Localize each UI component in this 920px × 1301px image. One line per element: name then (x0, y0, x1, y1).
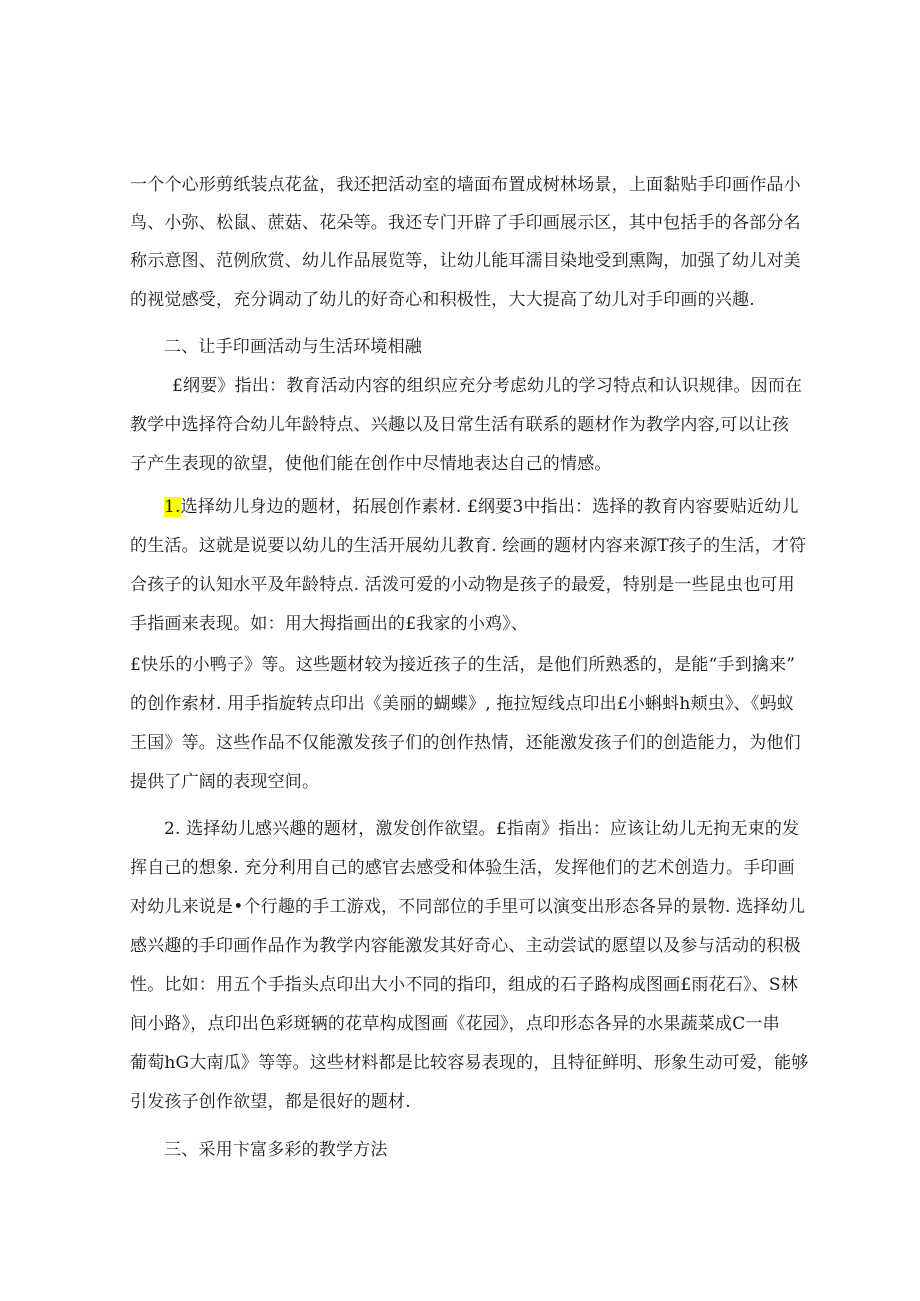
paragraph-line: 教学中选择符合幼儿年龄特点、兴趣以及日常生活有联系的题材作为教学内容,可以让孩 (130, 415, 790, 435)
paragraph-line: 引发孩子创作欲望，都是很好的题材. (130, 1092, 411, 1112)
paragraph-line: 的创作索材. 用手指旋转点印出《美丽的蝴蝶》, 拖拉短线点印出£小蝌蚪h颊虫》、《蚂蚁 (130, 694, 794, 714)
paragraph-line: £快乐的小鸭子》等。这些题材较为接近孩子的生活，是他们所熟悉的，是能“手到擒来” (130, 655, 796, 675)
paragraph-line: 提供了广阔的表现空间。 (130, 772, 320, 792)
paragraph-line: 称示意图、范例欣赏、幼儿作品展览等，让幼儿能耳濡目染地受到熏陶，加强了幼儿对美 (130, 251, 801, 271)
paragraph-line: 合孩子的认知水平及年龄特点. 活泼可爱的小动物是孩子的最爱，特别是一些昆虫也可用 (130, 575, 795, 595)
paragraph-line: 对幼儿来说是•个行趣的手工游戏，不同部位的手里可以演变出形态各异的景物. 选择幼儿 (130, 897, 806, 917)
paragraph-line: 葡萄hG大南瓜》等等。这些材料都是比较容易表现的，且特征鲜明、形象生动可爱，能够 (130, 1053, 809, 1073)
list-item-text: 选择幼儿身边的题材，拓展创作素材. £纲要3中指出：选择的教育内容要贴近幼儿 (180, 497, 799, 517)
section-heading: 三、采用卞富多彩的教学方法 (164, 1140, 388, 1160)
paragraph-line: 间小路》，点印出色彩斑辆的花草构成图画《花园》，点印形态各异的水果蔬菜成C一串 (130, 1014, 780, 1034)
paragraph-line: 鸟、小弥、松鼠、蔗菇、花朵等。我还专门开辟了手印画展示区，其中包括手的各部分名 (130, 213, 801, 233)
paragraph-line: 性。比如：用五个手指头点印出大小不同的指印，组成的石子路构成图画£雨花石》、S林 (130, 975, 798, 995)
paragraph-line: 感兴趣的手印画作品作为教学内容能激发其好奇心、主动尝试的愿望以及参与活动的积极 (130, 936, 801, 956)
paragraph-line: 挥自己的想象. 充分利用自己的感官去感受和体验生活，发挥他们的艺术创造力。手印画 (130, 858, 795, 878)
paragraph-line: 的视觉感受，充分调动了幼儿的好奇心和积极性，大大提高了幼儿对手印画的兴趣. (130, 290, 755, 310)
highlighted-number: 1. (164, 497, 181, 517)
paragraph-line: 子产生表现的欲望，使他们能在创作中尽情地表达自己的情感。 (130, 454, 612, 474)
paragraph-line: 一个个心形剪纸装点花盆，我还把活动室的墙面布置成树林场景，上面黏贴手印画作品小 (130, 175, 801, 195)
paragraph-line: 手指画来表现。如：用大拇指画出的£我家的小鸡》、 (130, 614, 529, 634)
paragraph-line: £纲要》指出：教育活动内容的组织应充分考虑幼儿的学习特点和认识规律。因而在 (172, 376, 803, 396)
paragraph-line: 的生活。这就是说要以幼儿的生活开展幼儿教育. 绘画的题材内容来源T孩子的生活，才符 (130, 536, 807, 556)
paragraph-line: 2. 选择幼儿感兴趣的题材，激发创作欲望。£指南》指出：应该让幼儿无拘无束的发 (164, 819, 800, 839)
section-heading: 二、让手印画活动与生活环境相融 (164, 337, 422, 357)
list-item-1-first-line (164, 496, 799, 518)
paragraph-line: 王国》等。这些作品不仅能激发孩子们的创作热情，还能激发孩子们的创造能力，为他们 (130, 733, 801, 753)
